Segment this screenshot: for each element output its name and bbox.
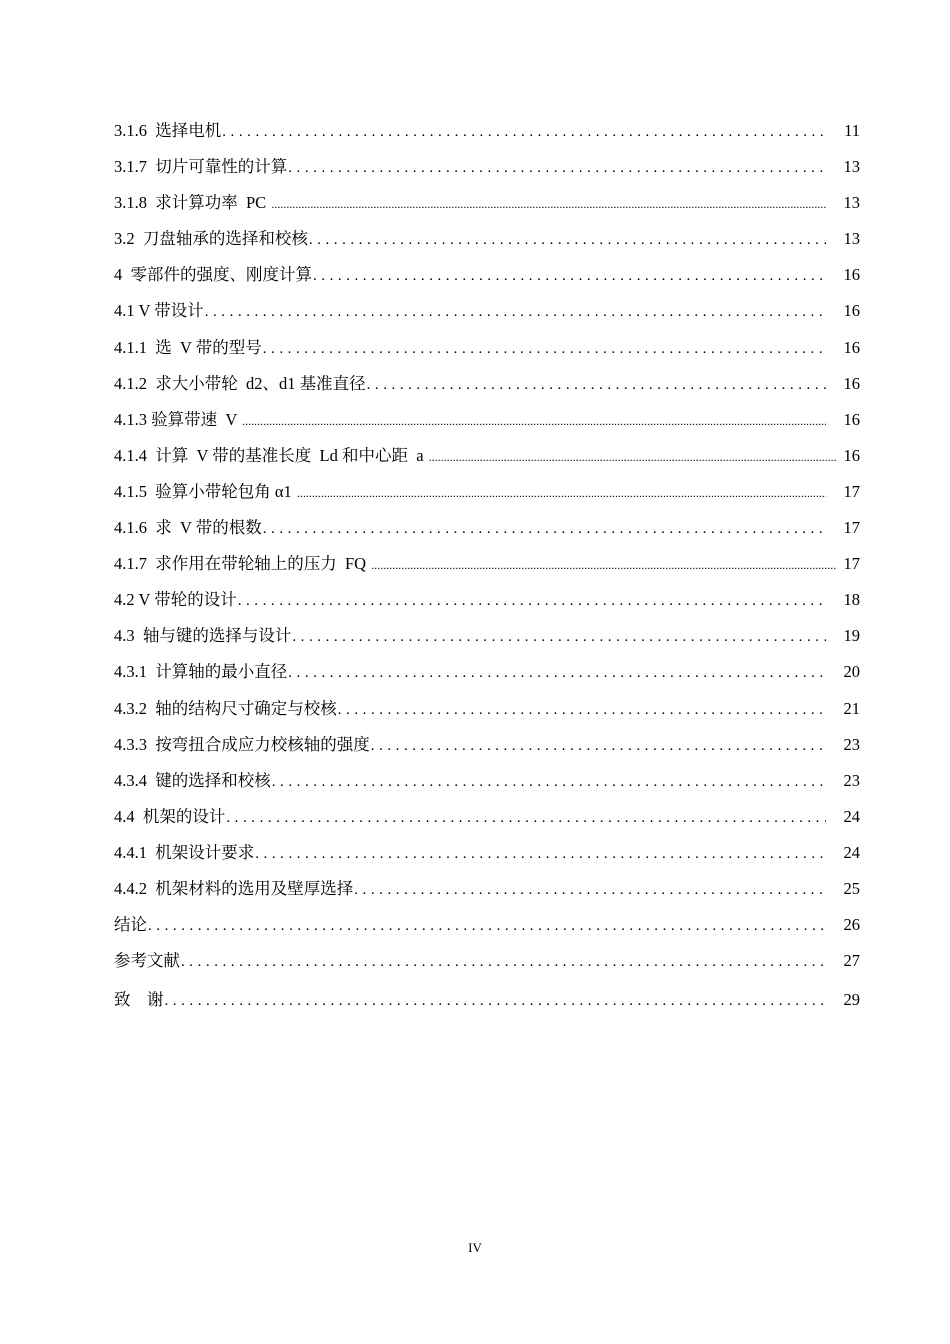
toc-entry-page-number: 16 [843, 337, 860, 357]
table-of-contents [114, 113, 860, 1018]
page-number: IV [468, 1240, 482, 1255]
toc-entry-title: 4.1.2 求大小带轮 d2、d1 基准直径 [114, 373, 366, 393]
toc-entry-page-number: 13 [843, 157, 860, 177]
toc-dot-leader [367, 366, 826, 402]
toc-dot-leader [371, 727, 826, 763]
toc-entry-title: 参考文献 [114, 951, 180, 971]
toc-entry-title: 结论 [114, 915, 147, 935]
toc-entry-page-number: 17 [843, 554, 860, 574]
toc-entry[interactable] [114, 618, 860, 654]
toc-entry-page-number: 11 [844, 121, 860, 140]
toc-entry[interactable] [114, 402, 860, 438]
toc-entry[interactable] [114, 982, 860, 1018]
toc-entry-title: 3.1.7 切片可靠性的计算 [114, 157, 288, 177]
toc-entry[interactable] [114, 727, 860, 763]
toc-entry-page-number: 21 [843, 698, 860, 718]
toc-entry-title: 4.3 轴与键的选择与设计 [114, 626, 292, 646]
toc-entry[interactable] [114, 510, 860, 546]
toc-entry[interactable] [114, 474, 860, 510]
toc-entry-title: 3.1.6 选择电机 [114, 121, 222, 140]
toc-dot-leader [313, 257, 826, 293]
toc-dot-leader [165, 982, 827, 1018]
toc-entry-page-number: 18 [843, 590, 860, 610]
toc-entry-page-number: 27 [843, 951, 860, 971]
toc-entry[interactable] [114, 691, 860, 727]
toc-entry[interactable] [114, 221, 860, 257]
toc-dot-leader [226, 799, 826, 835]
toc-entry-page-number: 16 [843, 301, 860, 321]
toc-dot-leader [272, 763, 826, 799]
toc-entry-page-number: 16 [843, 445, 860, 465]
toc-dot-leader [309, 221, 826, 257]
toc-dot-leader [263, 510, 826, 546]
toc-entry-title: 4.4 机架的设计 [114, 806, 226, 826]
toc-entry[interactable] [114, 330, 860, 366]
toc-entry-title: 4.1.3 验算带速 V [114, 409, 242, 429]
toc-entry-page-number: 17 [843, 481, 860, 501]
toc-entry-title: 4.4.2 机架材料的选用及壁厚选择 [114, 878, 354, 898]
toc-dot-leader [288, 149, 826, 185]
toc-entry[interactable] [114, 293, 860, 329]
toc-entry-title: 4.4.1 机架设计要求 [114, 842, 255, 862]
toc-entry-page-number: 24 [843, 842, 860, 862]
toc-dot-leader [354, 871, 826, 907]
toc-entry[interactable] [114, 582, 860, 618]
toc-entry[interactable] [114, 871, 860, 907]
toc-entry-page-number: 24 [843, 806, 860, 826]
toc-entry-title: 4.1 V 带设计 [114, 301, 204, 321]
toc-entry-page-number: 19 [843, 626, 860, 646]
toc-entry-page-number: 16 [843, 409, 860, 429]
toc-entry-title: 4.1.5 验算小带轮包角 α1 [114, 481, 296, 501]
toc-entry-page-number: 13 [843, 229, 860, 249]
toc-entry-title: 3.2 刀盘轴承的选择和校核 [114, 229, 308, 249]
toc-entry-page-number: 25 [843, 878, 860, 898]
toc-entry-page-number: 29 [843, 990, 860, 1010]
toc-dot-leader [338, 691, 826, 727]
toc-entry[interactable] [114, 366, 860, 402]
toc-dot-leader [205, 293, 826, 329]
toc-dot-leader [181, 943, 826, 979]
toc-entry[interactable] [114, 149, 860, 185]
toc-entry-page-number: 16 [843, 265, 860, 285]
toc-entry-title: 4.1.4 计算 V 带的基准长度 Ld 和中心距 a [114, 445, 428, 465]
toc-entry-page-number: 13 [843, 193, 860, 213]
toc-entry[interactable] [114, 799, 860, 835]
toc-entry-title: 4.3.4 键的选择和校核 [114, 770, 271, 790]
toc-dot-leader [255, 835, 826, 871]
toc-entry-title: 3.1.8 求计算功率 PC [114, 193, 271, 213]
toc-entry-page-number: 20 [843, 662, 860, 682]
toc-entry-page-number: 23 [843, 770, 860, 790]
toc-entry[interactable] [114, 907, 860, 943]
toc-entry[interactable] [114, 763, 860, 799]
toc-entry[interactable] [114, 546, 860, 582]
toc-entry-title: 4.1.6 求 V 带的根数 [114, 518, 262, 538]
toc-dot-leader [238, 582, 826, 618]
toc-entry-title: 4.1.7 求作用在带轮轴上的压力 FQ [114, 554, 371, 574]
toc-entry[interactable] [114, 835, 860, 871]
toc-entry[interactable] [114, 113, 860, 149]
toc-dot-leader [148, 907, 826, 943]
toc-entry-title: 4.2 V 带轮的设计 [114, 590, 237, 610]
toc-dot-leader [288, 654, 826, 690]
toc-dot-leader [371, 546, 836, 582]
toc-entry[interactable] [114, 943, 860, 979]
toc-entry[interactable] [114, 654, 860, 690]
toc-dot-leader [292, 618, 826, 654]
toc-entry-page-number: 17 [843, 518, 860, 538]
toc-dot-leader [271, 185, 826, 221]
toc-entry-title: 4.3.2 轴的结构尺寸确定与校核 [114, 698, 337, 718]
toc-dot-leader [263, 330, 826, 366]
toc-dot-leader [242, 402, 826, 438]
toc-entry[interactable] [114, 257, 860, 293]
toc-dot-leader [429, 438, 836, 474]
toc-entry[interactable] [114, 185, 860, 221]
toc-entry-title: 致 谢 [114, 990, 164, 1010]
toc-entry-title: 4.3.1 计算轴的最小直径 [114, 662, 288, 682]
toc-entry-page-number: 26 [843, 915, 860, 935]
toc-entry-page-number: 23 [843, 734, 860, 754]
toc-dot-leader [222, 113, 826, 149]
toc-dot-leader [297, 474, 826, 510]
toc-entry-title: 4 零部件的强度、刚度计算 [114, 265, 312, 285]
toc-entry-title: 4.1.1 选 V 带的型号 [114, 337, 262, 357]
toc-entry-title: 4.3.3 按弯扭合成应力校核轴的强度 [114, 734, 370, 754]
toc-entry-page-number: 16 [843, 373, 860, 393]
toc-entry[interactable] [114, 438, 860, 474]
